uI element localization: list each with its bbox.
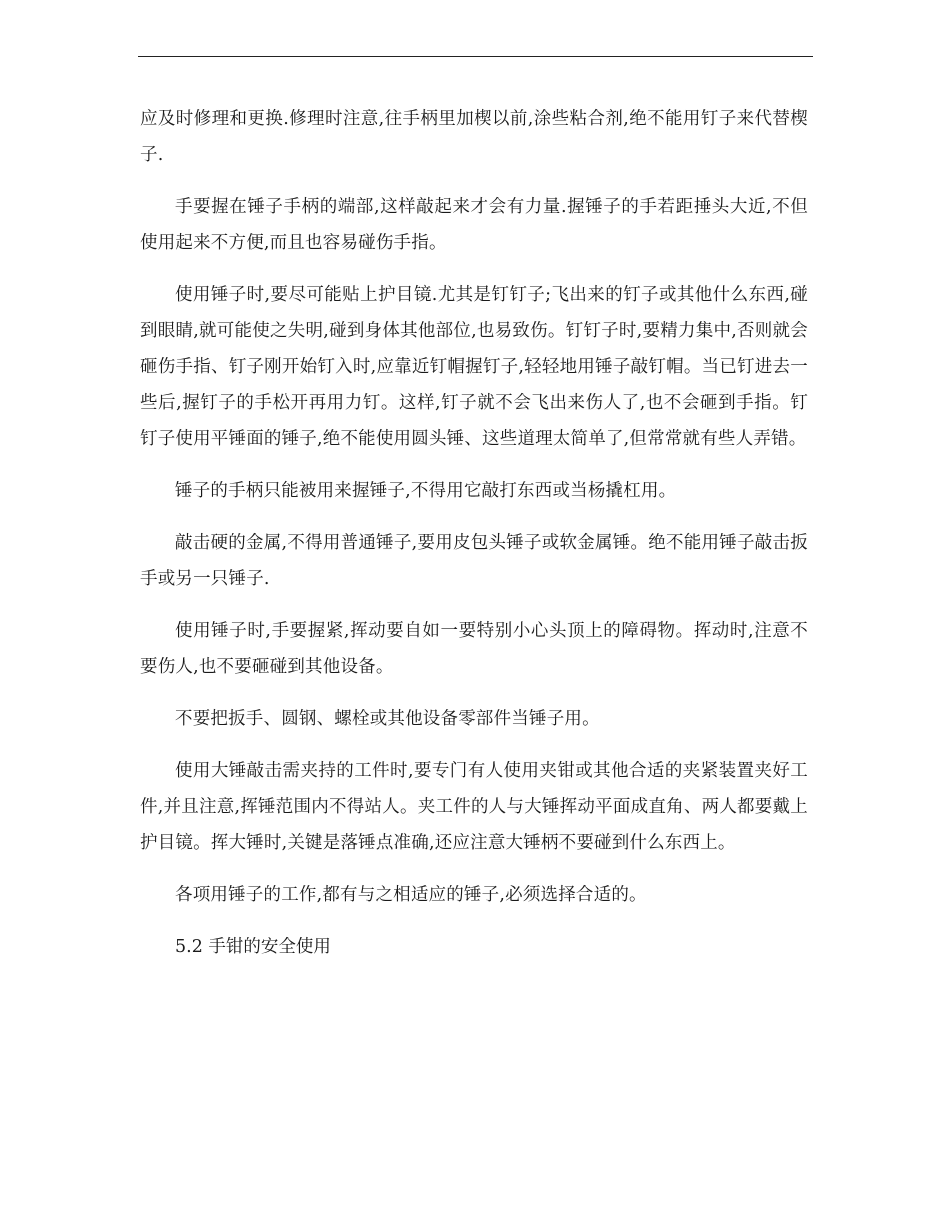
header-rule [138, 56, 813, 57]
paragraph-4: 锤子的手柄只能被用来握锤子,不得用它敲打东西或当杨撬杠用。 [175, 481, 677, 501]
section-heading: 5.2 手钳的安全使用 [175, 937, 331, 957]
paragraph-8: 使用大锤敲击需夹持的工件时,要专门有人使用夹钳或其他合适的夹紧装置夹好工件,并且注意,挥锤范围内不得站人。夹工件的人与大锤挥动平面成直角、两人都要戴上护目镜。挥大锤时,关键是落锤点准确,还应注意大锤柄不要碰到什么东西上。 [140, 761, 808, 853]
paragraph-6: 使用锤子时,手要握紧,挥动要自如一要特别小心头顶上的障碍物。挥动时,注意不要伤人,也不要砸碰到其他设备。 [140, 621, 808, 677]
paragraph-1: 应及时修理和更换.修理时注意,往手柄里加楔以前,涂些粘合剂,绝不能用钉子来代替楔子. [140, 109, 808, 165]
paragraph-5: 敲击硬的金属,不得用普通锤子,要用皮包头锤子或软金属锤。绝不能用锤子敲击扳手或另一只锤子. [140, 533, 808, 589]
paragraph-9: 各项用锤子的工作,都有与之相适应的锤子,必须选择合适的。 [175, 885, 647, 905]
paragraph-2: 手要握在锤子手柄的端部,这样敲起来才会有力量.握锤子的手若距捶头大近,不但使用起来不方便,而且也容易碰伤手指。 [140, 197, 808, 253]
document-body [140, 101, 808, 965]
paragraph-7: 不要把扳手、圆钢、螺栓或其他设备零部件当锤子用。 [175, 709, 600, 729]
paragraph-3: 使用锤子时,要尽可能贴上护目镜.尤其是钉钉子;飞出来的钉子或其他什么东西,碰到眼睛,就可能使之失明,碰到身体其他部位,也易致伤。钉钉子时,要精力集中,否则就会砸伤手指、钉子刚开始钉入时,应靠近钉帽握钉子,轻轻地用锤子敲钉帽。当已钉进去一些后,握钉子的手松开再用力钉。这样,钉子就不会飞出来伤人了,也不会砸到手指。钉钉子使用平锤面的锤子,绝不能使用圆头锤、这些道理太简单了,但常常就有些人弄错。 [140, 285, 808, 449]
